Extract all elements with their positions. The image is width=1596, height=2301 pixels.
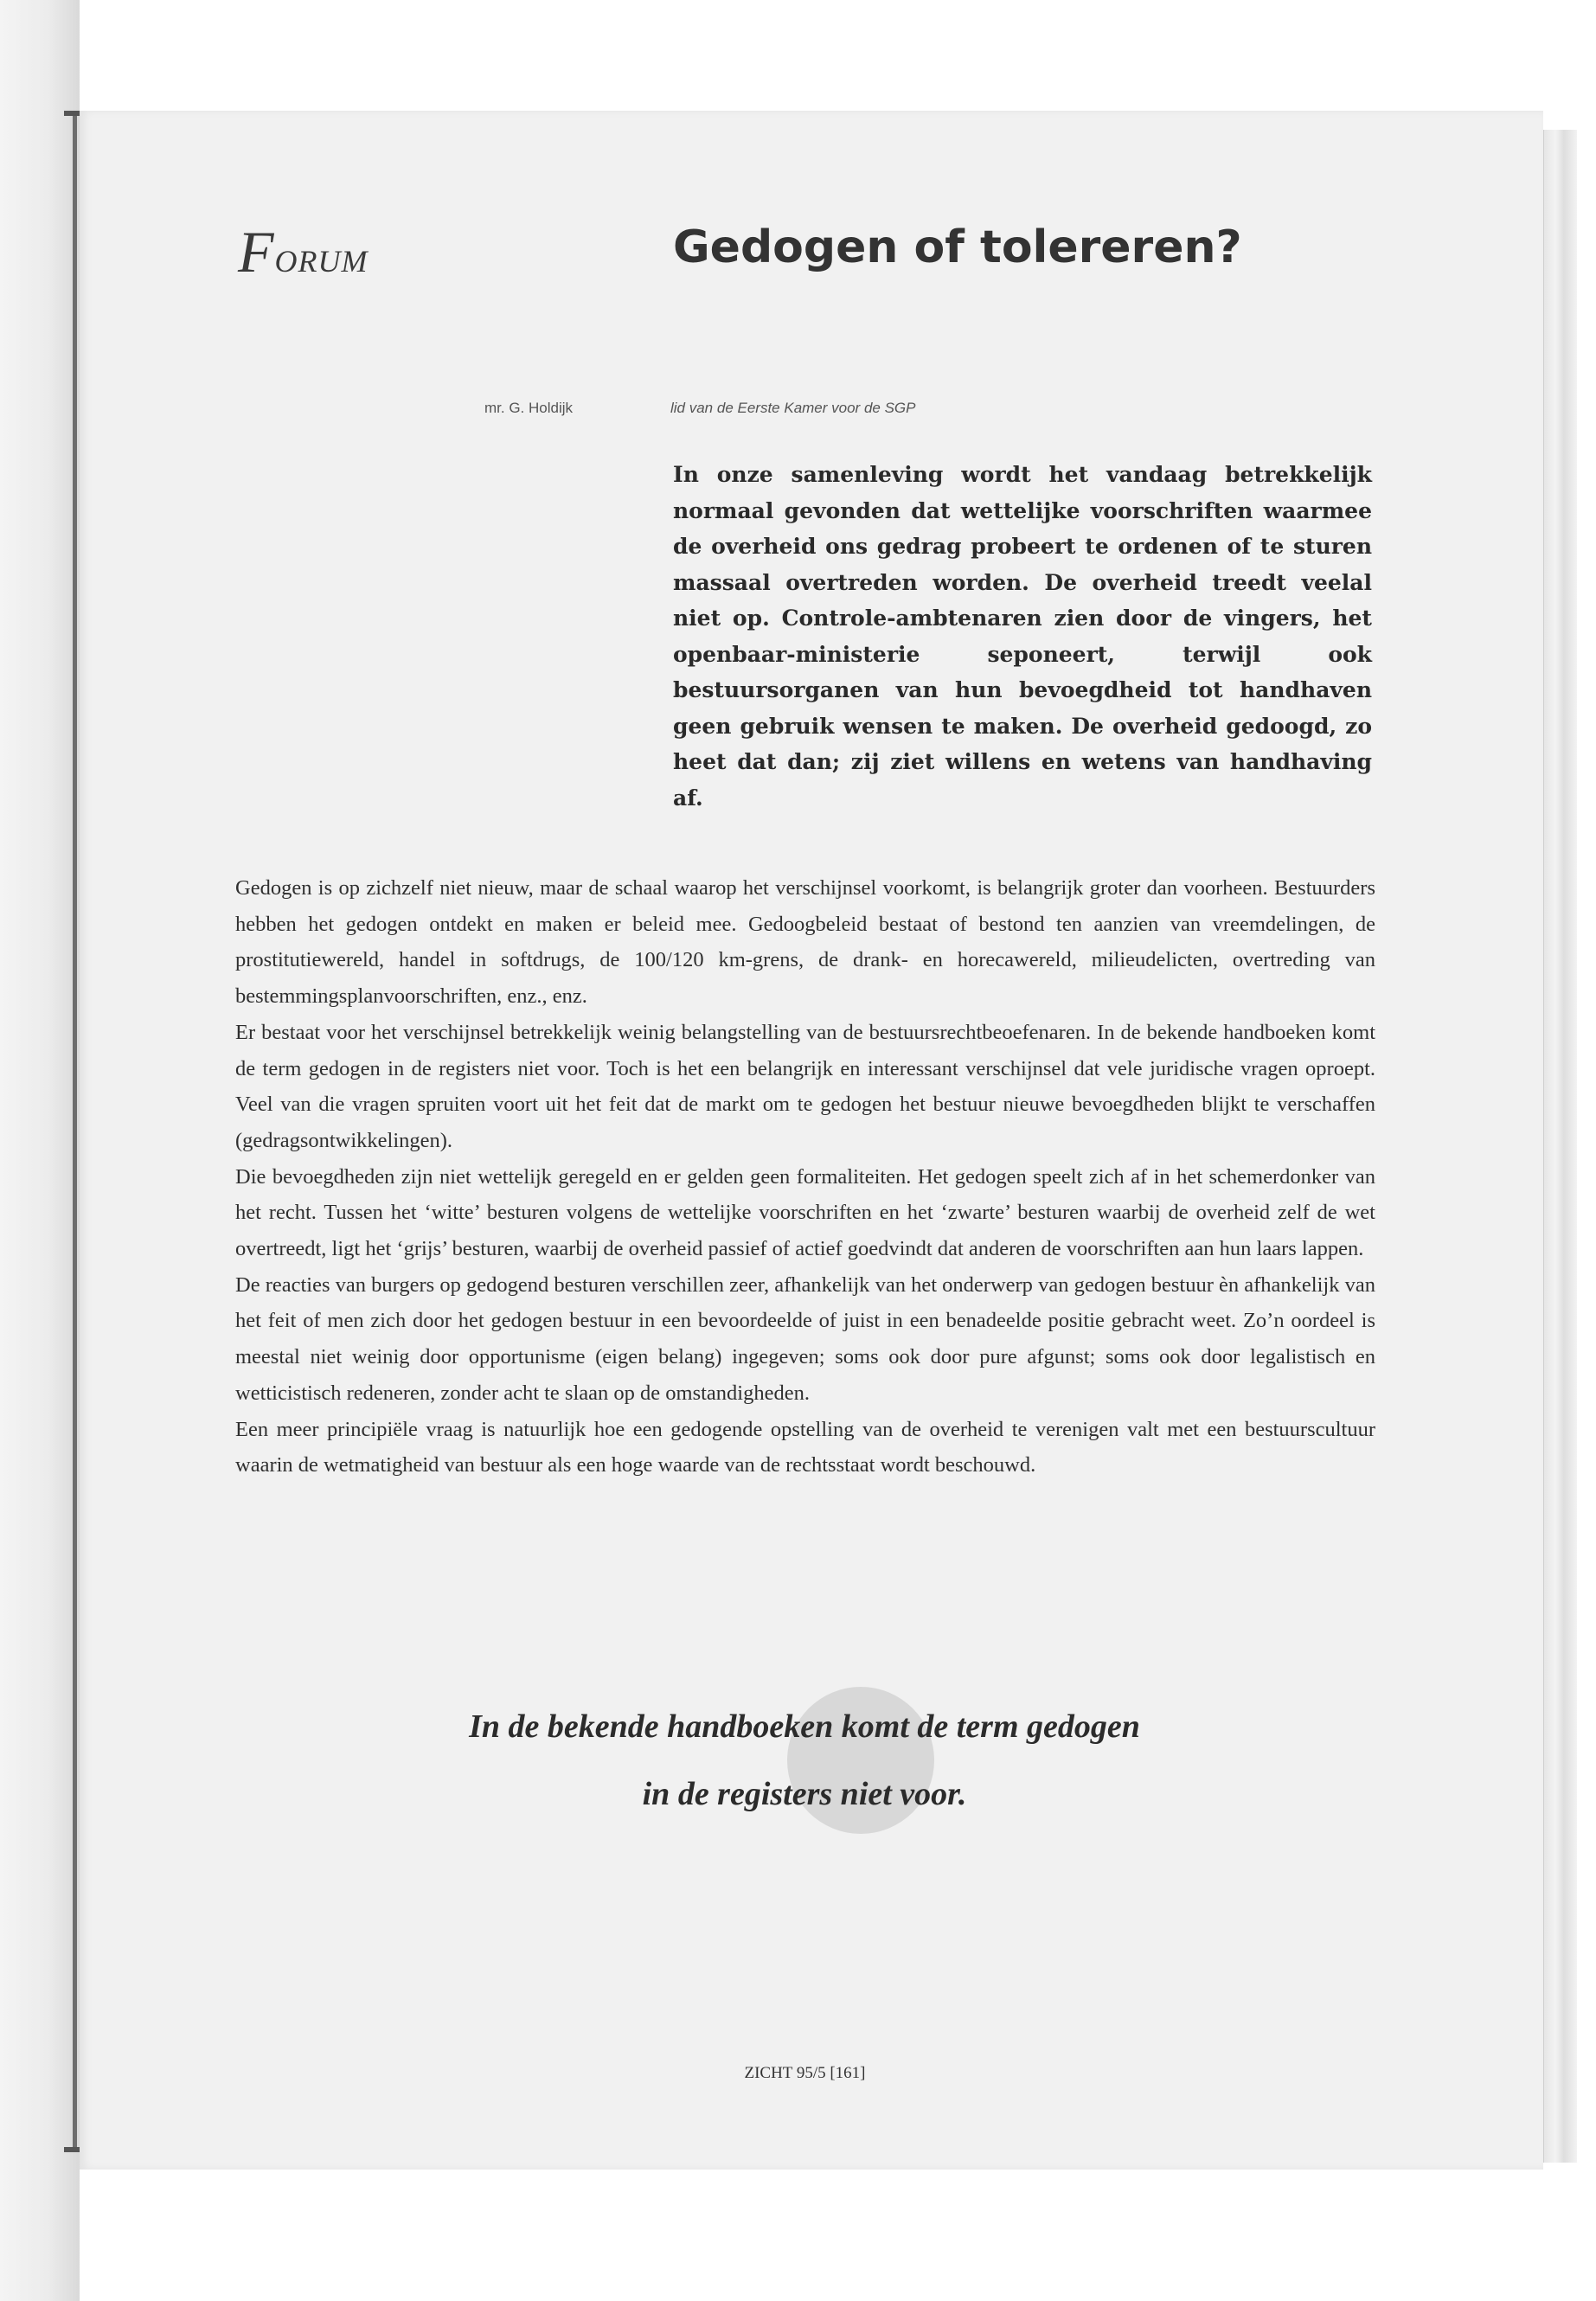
article-title: Gedogen of tolereren? (673, 221, 1242, 273)
page-footer (0, 2064, 1596, 2083)
section-label (238, 218, 369, 286)
lead-paragraph: In onze samenleving wordt het vandaag betrekkelijk normaal gevonden dat wettelijke voorschriften waarmee de overheid ons gedrag probeert te ordenen of te sturen massaal overtreden worden. De overheid treedt veelal niet op. Controle-ambtenaren zien door de vingers, het openbaar-ministerie seponeert, terwijl ook bestuursorganen van hun bevoegdheid tot handhaven geen gebruik wensen te maken. De overheid gedoogd, zo heet dat dan; zij ziet willens en wetens van handhaving af. (673, 462, 1372, 811)
body-paragraph: Een meer principiële vraag is natuurlijk hoe een gedogende opstelling van de overheid te verenigen valt met een bestuurscultuur waarin de wetmatigheid van bestuur als een hoge waarde van de rechtsstaat wordt beschouwd. (235, 1417, 1375, 1477)
body-paragraph: Er bestaat voor het verschijnsel betrekkelijk weinig belangstelling van de bestuursrechtbeoefenaren. In de bekende handboeken komt de term gedogen in de registers niet voor. Toch is het een belangrijk en interessant verschijnsel dat vele juridische vragen oproept. Veel van die vragen spruiten voort uit het feit dat de markt om te gedogen het bestuur nieuwe bevoegdheden blijkt te verschaffen (gedragsontwikkelingen). (235, 1020, 1375, 1152)
body-paragraph: De reacties van burgers op gedogend besturen verschillen zeer, afhankelijk van het onderwerp van gedogen bestuur èn afhankelijk van het feit of men zich door het gedogen bestuur in een bevoordeelde of juist in een benadeelde positie gebracht weet. Zo’n oordeel is meestal niet weinig door opportunisme (eigen belang) ingegeven; soms ook door pure afgunst; soms ook door legalistisch en wetticistisch redeneren, zonder acht te slaan op de omstandigheden. (235, 1272, 1375, 1405)
pull-quote-line: In de bekende handboeken komt de term gedogen (469, 1708, 1140, 1745)
pull-quote-line: in de registers niet voor. (642, 1776, 967, 1812)
page-edges (1543, 130, 1577, 2163)
author-name: mr. G. Holdijk (484, 400, 574, 416)
body-paragraph: Die bevoegdheden zijn niet wettelijk geregeld en er gelden geen formaliteiten. Het gedogen speelt zich af in het schemerdonker van het recht. Tussen het ‘witte’ besturen volgens de wettelijke voorschriften en het ‘zwarte’ besturen waarbij de overheid zelf de wet overtreedt, ligt het ‘grijs’ besturen, waarbij de overheid passief of actief goedvindt dat anderen de voorschriften aan hun laars lappen. (235, 1164, 1375, 1261)
book-binding (73, 111, 77, 2152)
section-rest: ORUM (274, 244, 369, 279)
book-gutter (0, 0, 80, 2301)
article-body (235, 870, 1375, 1484)
page-number: ZICHT 95/5 [161] (744, 2064, 866, 2082)
section-initial: F (238, 219, 275, 285)
body-paragraph: Gedogen is op zichzelf niet nieuw, maar de schaal waarop het verschijnsel voorkomt, is belangrijk groter dan voorheen. Bestuurders hebben het gedogen ontdekt en maken er beleid mee. Gedoogbeleid bestaat of bestond ten aanzien van vreemdelingen, de prostitutiewereld, handel in softdrugs, de 100/120 km-grens, de drank- en horecawereld, milieudelicten, overtreding van bestemmingsplanvoorschriften, enz., enz. (235, 876, 1375, 1009)
author-role: lid van de Eerste Kamer voor de SGP (670, 400, 916, 416)
pull-quote (329, 1693, 1280, 1828)
